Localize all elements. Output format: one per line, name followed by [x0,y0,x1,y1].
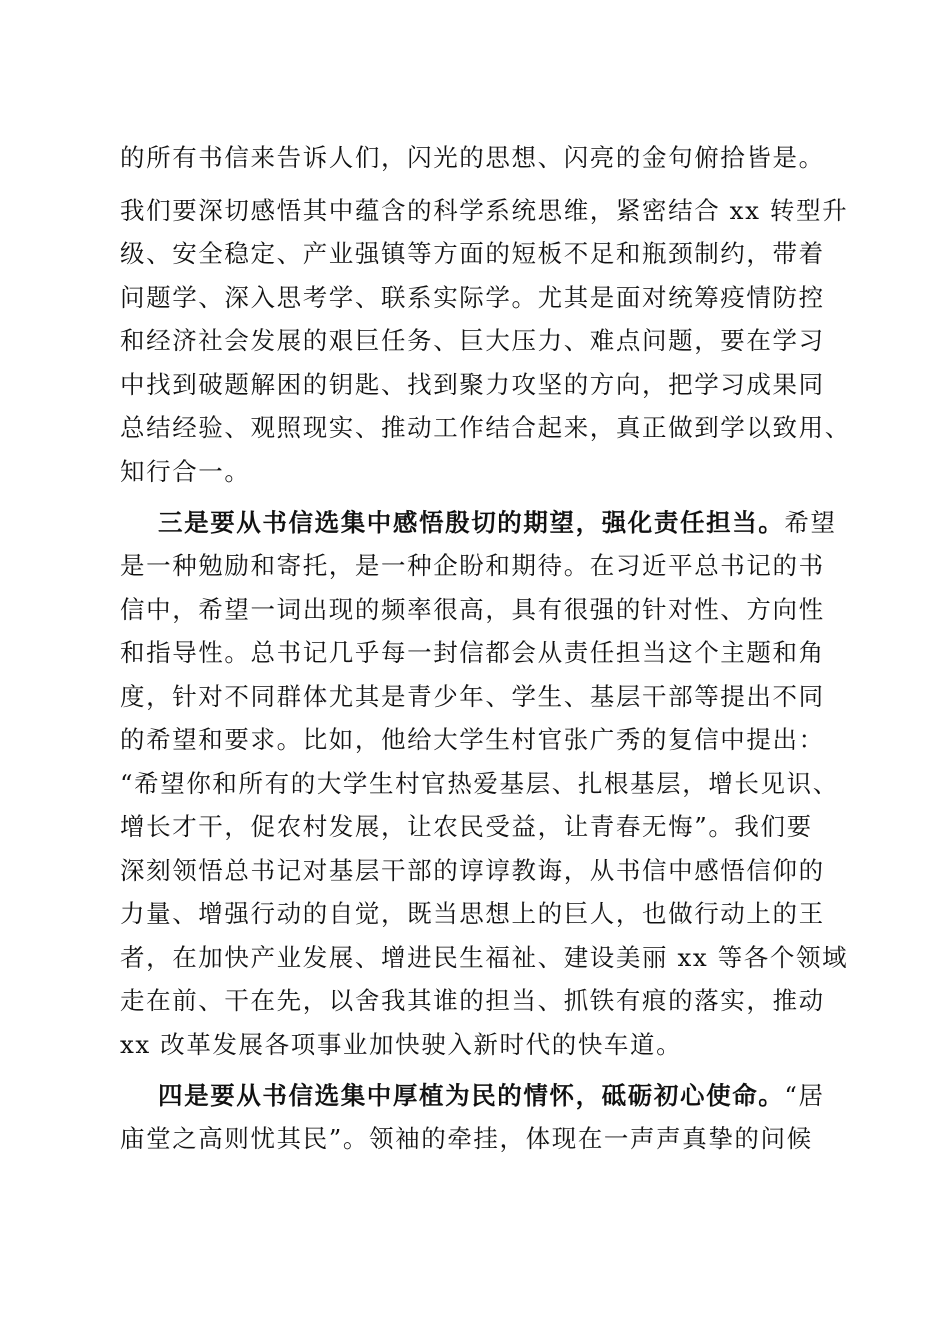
text-line: 增长才干，促农村发展，让农民受益，让青春无悔”。我们要 [120,812,813,841]
text-line: 总结经验、观照现实、推动工作结合起来，真正做到学以致用、 [120,413,851,442]
text-line: 走在前、干在先，以舍我其谁的担当、抓铁有痕的落实，推动 [120,986,825,1015]
paragraph-heading: 三是要从书信选集中感悟殷切的期望，强化责任担当。 [158,508,785,537]
text-line: 度，针对不同群体尤其是青少年、学生、基层干部等提出不同 [120,682,825,711]
text-line: xx 改革发展各项事业加快驶入新时代的快车道。 [120,1030,683,1059]
text-line: 是一种勉励和寄托，是一种企盼和期待。在习近平总书记的书 [120,551,825,580]
text-line: 深刻领悟总书记对基层干部的谆谆教诲，从书信中感悟信仰的 [120,856,825,885]
text-line: 问题学、深入思考学、联系实际学。尤其是面对统筹疫情防控 [120,283,825,312]
text-line: 的所有书信来告诉人们，闪光的思想、闪亮的金句俯拾皆是。 [120,143,825,172]
text-line: 的希望和要求。比如，他给大学生村官张广秀的复信中提出： [120,725,825,754]
text-line: 中找到破题解困的钥匙、找到聚力攻坚的方向，把学习成果同 [120,370,825,399]
text-line: 者，在加快产业发展、增进民生福祉、建设美丽 xx 等各个领域 [120,943,849,972]
paragraph-heading-line: 三是要从书信选集中感悟殷切的期望，强化责任担当。希望 [158,508,837,537]
text-line: 信中，希望一词出现的频率很高，具有很强的针对性、方向性 [120,595,825,624]
paragraph-heading: 四是要从书信选集中厚植为民的情怀，砥砺初心使命。 [158,1081,785,1110]
text-line: 知行合一。 [120,457,251,486]
text-line: 庙堂之高则忧其民”。领袖的牵挂，体现在一声声真挚的问候 [120,1124,813,1153]
text-line: 和经济社会发展的艰巨任务、巨大压力、难点问题，要在学习 [120,326,825,355]
paragraph-heading-line: 四是要从书信选集中厚植为民的情怀，砥砺初心使命。“居 [158,1081,825,1110]
text-line: “希望你和所有的大学生村官热爱基层、扎根基层，增长见识、 [120,769,839,798]
text-line: 和指导性。总书记几乎每一封信都会从责任担当这个主题和角 [120,638,825,667]
text-line: 级、安全稳定、产业强镇等方面的短板不足和瓶颈制约，带着 [120,239,825,268]
text-line: 我们要深切感悟其中蕴含的科学系统思维，紧密结合 xx 转型升 [120,196,849,225]
text-line: 力量、增强行动的自觉，既当思想上的巨人，也做行动上的王 [120,899,825,928]
